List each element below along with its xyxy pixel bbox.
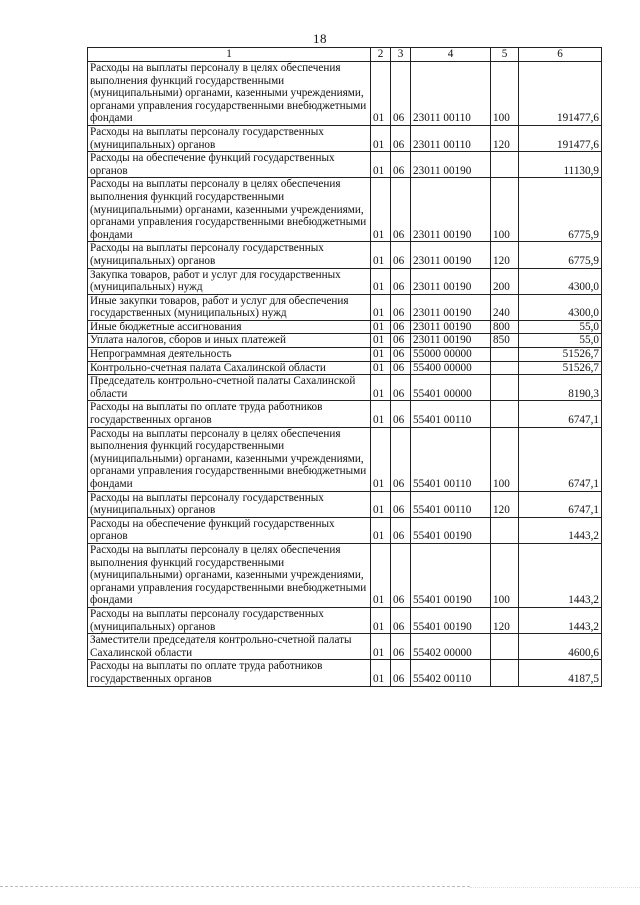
section-code-cell: 01 (371, 178, 391, 242)
scan-edge-line (0, 886, 470, 887)
table-row (88, 125, 602, 151)
row-name-cell: Иные закупки товаров, работ и услуг для обеспечения государственных (муниципальных) нужд (88, 294, 371, 320)
expense-type-cell: 100 (491, 178, 519, 242)
subsection-code-cell: 06 (391, 62, 411, 126)
row-name-cell: Расходы на выплаты персоналу государственных (муниципальных) органов (88, 607, 371, 633)
table-row (88, 334, 602, 348)
target-article-cell: 23011 00190 (411, 320, 491, 334)
expense-type-cell (491, 660, 519, 686)
section-code-cell: 01 (371, 517, 391, 543)
subsection-code-cell: 06 (391, 517, 411, 543)
subsection-code-cell: 06 (391, 427, 411, 491)
column-header: 1 (88, 48, 371, 62)
amount-cell: 1443,2 (519, 543, 602, 607)
amount-cell: 8190,3 (519, 375, 602, 401)
row-name-cell: Расходы на выплаты персоналу в целях обеспечения выполнения функций государственными (муниципальными) органами, казенными учреждениями, органами управления государственными внебюджетными фондами (88, 178, 371, 242)
subsection-code-cell: 06 (391, 660, 411, 686)
target-article-cell: 55402 00110 (411, 660, 491, 686)
target-article-cell: 23011 00190 (411, 242, 491, 268)
subsection-code-cell: 06 (391, 491, 411, 517)
row-name-cell: Расходы на выплаты персоналу государственных (муниципальных) органов (88, 125, 371, 151)
section-code-cell: 01 (371, 375, 391, 401)
target-article-cell: 23011 00110 (411, 62, 491, 126)
expense-type-cell: 120 (491, 607, 519, 633)
table-row (88, 62, 602, 126)
section-code-cell: 01 (371, 334, 391, 348)
expense-type-cell (491, 375, 519, 401)
section-code-cell: 01 (371, 427, 391, 491)
table-row (88, 634, 602, 660)
subsection-code-cell: 06 (391, 361, 411, 375)
subsection-code-cell: 06 (391, 334, 411, 348)
target-article-cell: 23011 00190 (411, 268, 491, 294)
section-code-cell: 01 (371, 242, 391, 268)
section-code-cell: 01 (371, 607, 391, 633)
target-article-cell: 55401 00190 (411, 607, 491, 633)
table-row (88, 491, 602, 517)
section-code-cell: 01 (371, 634, 391, 660)
expense-type-cell: 100 (491, 427, 519, 491)
table-row (88, 543, 602, 607)
row-name-cell: Расходы на выплаты персоналу государственных (муниципальных) органов (88, 491, 371, 517)
column-header: 5 (491, 48, 519, 62)
table-row (88, 607, 602, 633)
subsection-code-cell: 06 (391, 125, 411, 151)
amount-cell: 191477,6 (519, 62, 602, 126)
target-article-cell: 55000 00000 (411, 348, 491, 362)
expense-type-cell (491, 401, 519, 427)
expense-type-cell: 120 (491, 491, 519, 517)
target-article-cell: 55401 00000 (411, 375, 491, 401)
subsection-code-cell: 06 (391, 543, 411, 607)
row-name-cell: Непрограммная деятельность (88, 348, 371, 362)
subsection-code-cell: 06 (391, 268, 411, 294)
amount-cell: 55,0 (519, 334, 602, 348)
amount-cell: 4300,0 (519, 268, 602, 294)
column-header: 6 (519, 48, 602, 62)
expense-type-cell: 120 (491, 242, 519, 268)
row-name-cell: Уплата налогов, сборов и иных платежей (88, 334, 371, 348)
table-row (88, 361, 602, 375)
table-row (88, 320, 602, 334)
expense-type-cell (491, 517, 519, 543)
amount-cell: 1443,2 (519, 517, 602, 543)
scan-edge-line (470, 887, 640, 888)
column-header: 3 (391, 48, 411, 62)
expense-type-cell: 200 (491, 268, 519, 294)
row-name-cell: Расходы на выплаты персоналу государственных (муниципальных) органов (88, 242, 371, 268)
table-row (88, 242, 602, 268)
expense-type-cell: 240 (491, 294, 519, 320)
expense-type-cell (491, 152, 519, 178)
subsection-code-cell: 06 (391, 294, 411, 320)
section-code-cell: 01 (371, 152, 391, 178)
budget-table (87, 47, 602, 687)
expense-type-cell: 100 (491, 543, 519, 607)
target-article-cell: 55400 00000 (411, 361, 491, 375)
section-code-cell: 01 (371, 62, 391, 126)
section-code-cell: 01 (371, 294, 391, 320)
row-name-cell: Председатель контрольно-счетной палаты Сахалинской области (88, 375, 371, 401)
table-row (88, 401, 602, 427)
section-code-cell: 01 (371, 361, 391, 375)
section-code-cell: 01 (371, 401, 391, 427)
amount-cell: 1443,2 (519, 607, 602, 633)
row-name-cell: Закупка товаров, работ и услуг для государственных (муниципальных) нужд (88, 268, 371, 294)
expense-type-cell: 120 (491, 125, 519, 151)
subsection-code-cell: 06 (391, 242, 411, 268)
target-article-cell: 23011 00190 (411, 152, 491, 178)
table-row (88, 268, 602, 294)
subsection-code-cell: 06 (391, 178, 411, 242)
row-name-cell: Расходы на обеспечение функций государственных органов (88, 152, 371, 178)
table-row (88, 178, 602, 242)
amount-cell: 4187,5 (519, 660, 602, 686)
table-row (88, 375, 602, 401)
amount-cell: 51526,7 (519, 361, 602, 375)
subsection-code-cell: 06 (391, 607, 411, 633)
target-article-cell: 55401 00190 (411, 543, 491, 607)
row-name-cell: Расходы на выплаты персоналу в целях обеспечения выполнения функций государственными (муниципальными) органами, казенными учреждениями, органами управления государственными внебюджетными фондами (88, 62, 371, 126)
table-row (88, 294, 602, 320)
subsection-code-cell: 06 (391, 348, 411, 362)
section-code-cell: 01 (371, 348, 391, 362)
target-article-cell: 23011 00190 (411, 178, 491, 242)
expense-type-cell: 850 (491, 334, 519, 348)
amount-cell: 4600,6 (519, 634, 602, 660)
subsection-code-cell: 06 (391, 634, 411, 660)
target-article-cell: 55401 00190 (411, 517, 491, 543)
expense-type-cell (491, 634, 519, 660)
row-name-cell: Расходы на обеспечение функций государственных органов (88, 517, 371, 543)
amount-cell: 55,0 (519, 320, 602, 334)
target-article-cell: 55401 00110 (411, 491, 491, 517)
table-row (88, 517, 602, 543)
table-row (88, 152, 602, 178)
subsection-code-cell: 06 (391, 401, 411, 427)
row-name-cell: Заместители председателя контрольно-счетной палаты Сахалинской области (88, 634, 371, 660)
amount-cell: 6747,1 (519, 401, 602, 427)
column-header: 4 (411, 48, 491, 62)
section-code-cell: 01 (371, 125, 391, 151)
target-article-cell: 55401 00110 (411, 427, 491, 491)
target-article-cell: 23011 00110 (411, 125, 491, 151)
amount-cell: 6747,1 (519, 427, 602, 491)
section-code-cell: 01 (371, 491, 391, 517)
amount-cell: 6747,1 (519, 491, 602, 517)
target-article-cell: 23011 00190 (411, 294, 491, 320)
amount-cell: 6775,9 (519, 242, 602, 268)
target-article-cell: 55401 00110 (411, 401, 491, 427)
section-code-cell: 01 (371, 543, 391, 607)
row-name-cell: Расходы на выплаты по оплате труда работников государственных органов (88, 660, 371, 686)
table-row (88, 348, 602, 362)
amount-cell: 11130,9 (519, 152, 602, 178)
column-header: 2 (371, 48, 391, 62)
target-article-cell: 55402 00000 (411, 634, 491, 660)
row-name-cell: Расходы на выплаты персоналу в целях обеспечения выполнения функций государственными (муниципальными) органами, казенными учреждениями, органами управления государственными внебюджетными фондами (88, 543, 371, 607)
expense-type-cell (491, 348, 519, 362)
row-name-cell: Расходы на выплаты по оплате труда работников государственных органов (88, 401, 371, 427)
row-name-cell: Иные бюджетные ассигнования (88, 320, 371, 334)
table-header-row (88, 48, 602, 62)
amount-cell: 51526,7 (519, 348, 602, 362)
expense-type-cell: 800 (491, 320, 519, 334)
section-code-cell: 01 (371, 268, 391, 294)
amount-cell: 191477,6 (519, 125, 602, 151)
page-number: 18 (313, 31, 327, 46)
subsection-code-cell: 06 (391, 152, 411, 178)
amount-cell: 6775,9 (519, 178, 602, 242)
section-code-cell: 01 (371, 320, 391, 334)
subsection-code-cell: 06 (391, 320, 411, 334)
section-code-cell: 01 (371, 660, 391, 686)
expense-type-cell (491, 361, 519, 375)
table-row (88, 427, 602, 491)
row-name-cell: Контрольно-счетная палата Сахалинской области (88, 361, 371, 375)
subsection-code-cell: 06 (391, 375, 411, 401)
row-name-cell: Расходы на выплаты персоналу в целях обеспечения выполнения функций государственными (муниципальными) органами, казенными учреждениями, органами управления государственными внебюджетными фондами (88, 427, 371, 491)
table-row (88, 660, 602, 686)
expense-type-cell: 100 (491, 62, 519, 126)
amount-cell: 4300,0 (519, 294, 602, 320)
target-article-cell: 23011 00190 (411, 334, 491, 348)
